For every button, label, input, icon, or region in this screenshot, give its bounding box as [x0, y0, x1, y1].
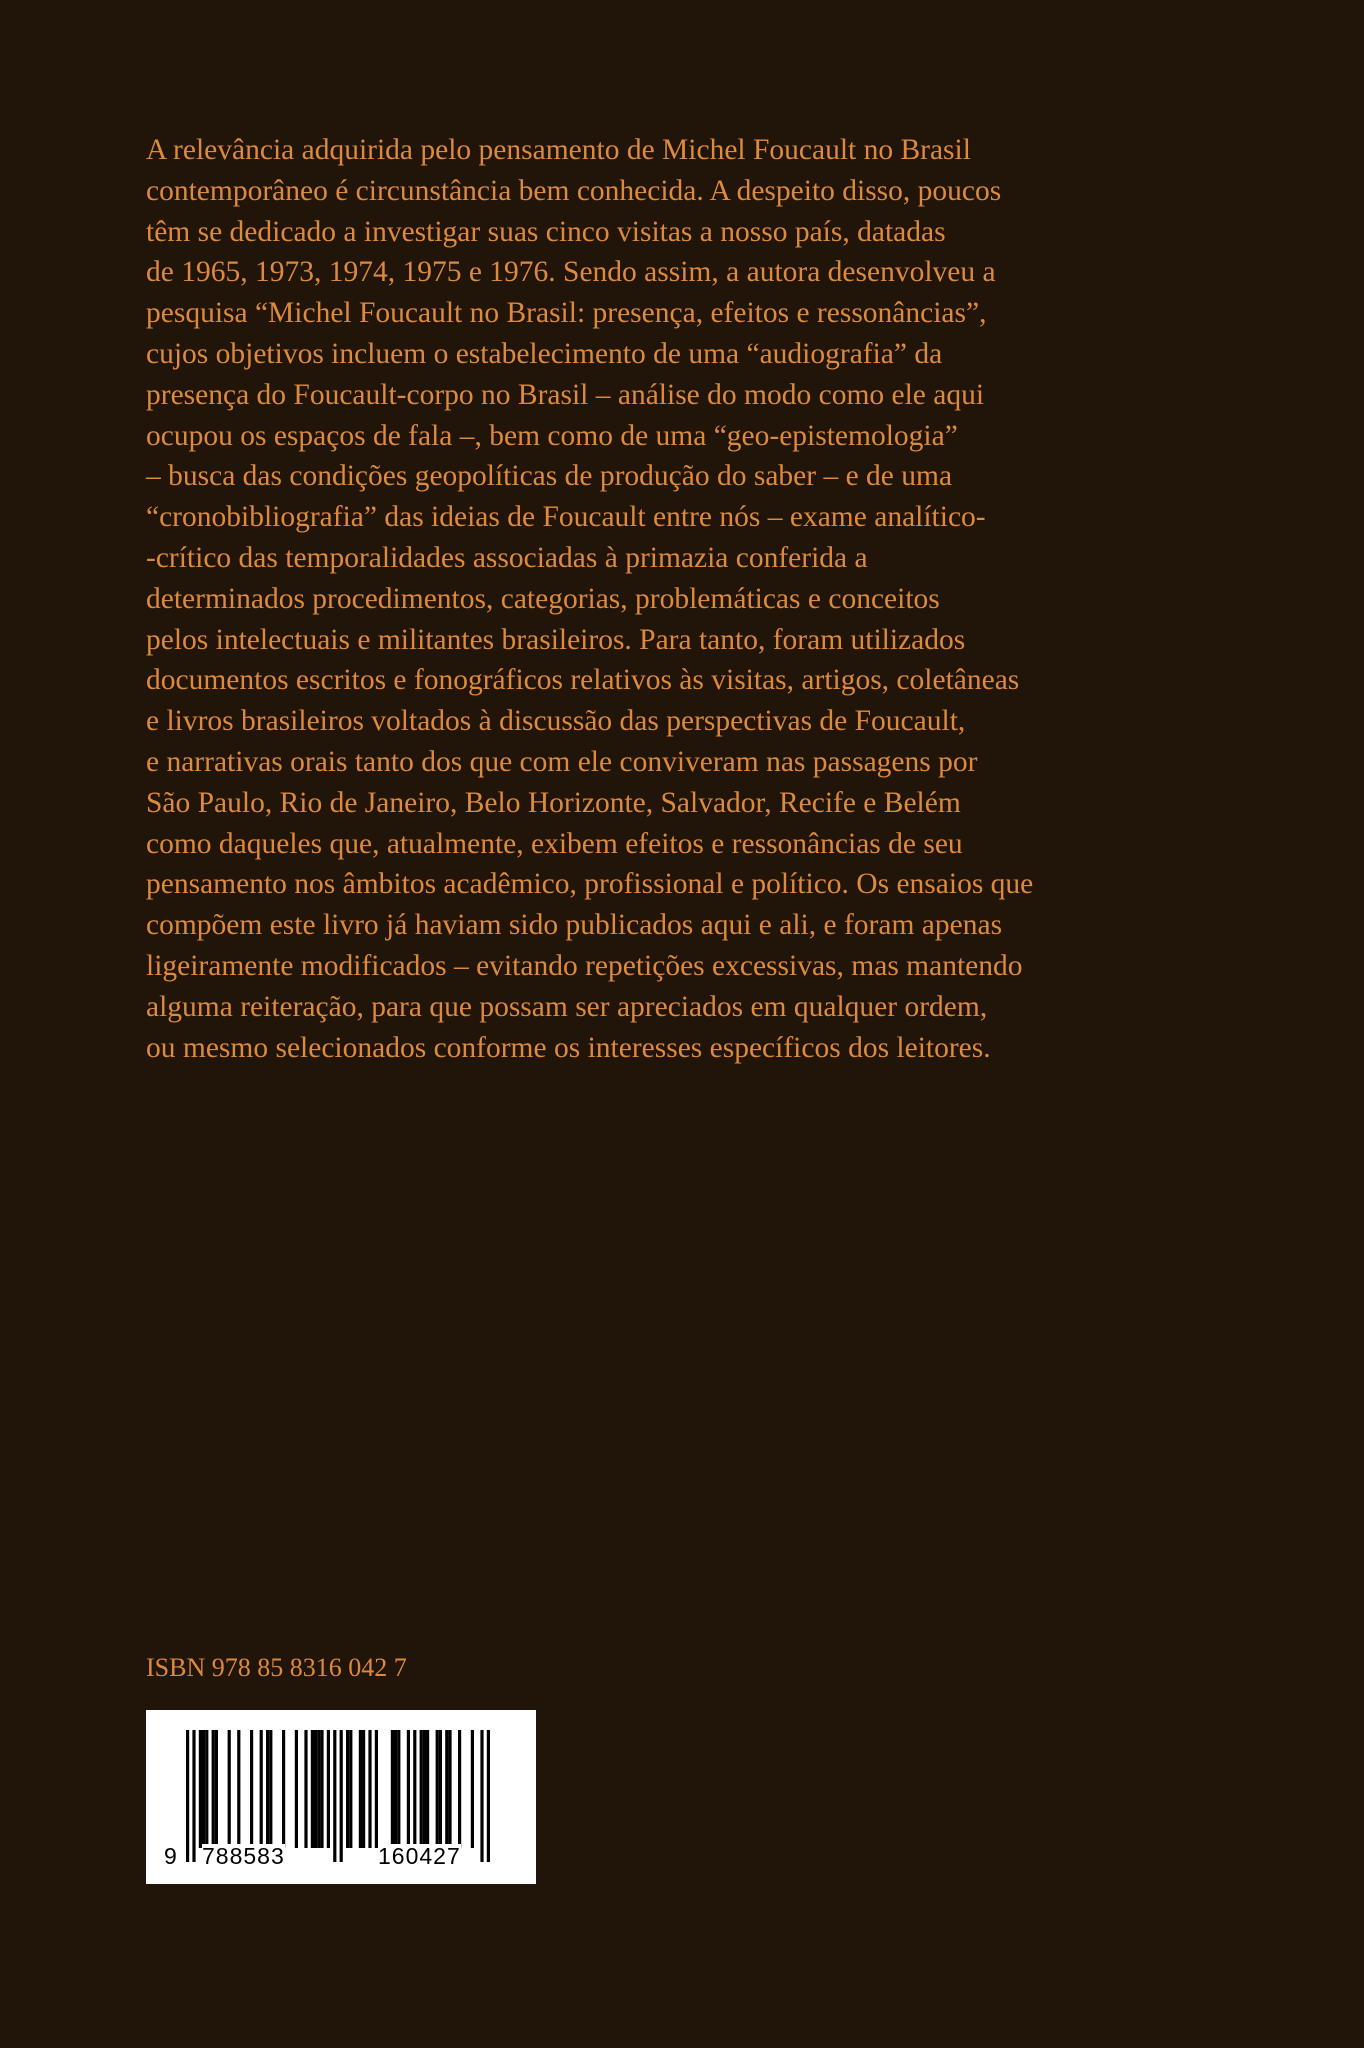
blurb-line: documentos escritos e fonográficos relativos às visitas, artigos, coletâneas [146, 664, 1020, 697]
blurb-line: pesquisa “Michel Foucault no Brasil: presença, efeitos e ressonâncias”, [146, 297, 987, 330]
barcode-bar [237, 1730, 240, 1848]
blurb-line: ocupou os espaços de fala –, bem como de uma “geo-epistemologia” [146, 419, 958, 452]
barcode-bar [260, 1730, 263, 1848]
isbn-label: ISBN 978 85 8316 042 7 [146, 1653, 407, 1682]
barcode-bar [266, 1730, 269, 1848]
barcode-bar [199, 1730, 202, 1848]
barcode-bar [394, 1730, 397, 1848]
blurb-line: e livros brasileiros voltados à discussão das perspectivas de Foucault, [146, 705, 966, 738]
blurb-line: “cronobibliografia” das ideias de Foucault entre nós – exame analítico- [146, 501, 986, 534]
barcode-bar [439, 1730, 442, 1848]
blurb-line: de 1965, 1973, 1974, 1975 e 1976. Sendo assim, a autora desenvolveu a [146, 256, 996, 289]
barcode [146, 1710, 536, 1884]
barcode-left-digits: 788583 [202, 1843, 285, 1869]
barcode-bar [487, 1730, 490, 1862]
barcode-bar [420, 1730, 423, 1848]
barcode-bar [327, 1730, 330, 1848]
barcode-bar [426, 1730, 429, 1848]
barcode-bar [349, 1730, 352, 1848]
barcode-bar [448, 1730, 451, 1848]
barcode-first-digit: 9 [164, 1843, 178, 1869]
barcode-bar [458, 1730, 461, 1848]
blurb-line: presença do Foucault-corpo no Brasil – análise do modo como ele aqui [146, 378, 985, 411]
barcode-bar [397, 1730, 400, 1848]
blurb-line: – busca das condições geopolíticas de produção do saber – e de uma [146, 460, 953, 493]
blurb-line: alguma reiteração, para que possam ser apreciados em qualquer ordem, [146, 990, 988, 1023]
blurb-line: como daqueles que, atualmente, exibem efeitos e ressonâncias de seu [146, 827, 963, 860]
barcode-bar [320, 1730, 323, 1848]
blurb-line: compõem este livro já haviam sido publicados aqui e ali, e foram apenas [146, 909, 1003, 942]
barcode-bar [250, 1730, 253, 1848]
barcode-bar [205, 1730, 208, 1848]
barcode-bar [340, 1730, 343, 1862]
barcode-bar [391, 1730, 394, 1848]
barcode-bar [317, 1730, 320, 1848]
barcode-bar [269, 1730, 272, 1848]
barcode-bar [215, 1730, 218, 1848]
blurb-line: têm se dedicado a investigar suas cinco visitas a nosso país, datadas [146, 215, 946, 248]
barcode-bar [480, 1730, 483, 1862]
barcode-bar [436, 1730, 439, 1848]
barcode-bar [423, 1730, 426, 1848]
blurb-line: determinados procedimentos, categorias, problemáticas e conceitos [146, 582, 940, 615]
barcode-bar [192, 1730, 195, 1862]
blurb-line: cujos objetivos incluem o estabelecimento de uma “audiografia” da [146, 337, 943, 370]
blurb-line: ligeiramente modificados – evitando repetições excessivas, mas mantendo [146, 949, 1023, 982]
barcode-bar [359, 1730, 362, 1848]
barcode-bar [295, 1730, 298, 1848]
barcode-bar [445, 1730, 448, 1848]
barcode-bar [368, 1730, 371, 1848]
blurb-line: ou mesmo selecionados conforme os interesses específicos dos leitores. [146, 1031, 991, 1064]
blurb-line: e narrativas orais tanto dos que com ele conviveram nas passagens por [146, 745, 978, 778]
barcode-bar [407, 1730, 410, 1848]
blurb-line: contemporâneo é circunstância bem conhecida. A despeito disso, poucos [146, 174, 1002, 207]
blurb-line: A relevância adquirida pelo pensamento de Michel Foucault no Brasil [146, 134, 971, 166]
barcode-bar [333, 1730, 336, 1862]
barcode-bar [311, 1730, 314, 1848]
barcode-bar [228, 1730, 231, 1848]
barcode-bar [212, 1730, 215, 1848]
blurb-line: pelos intelectuais e militantes brasileiros. Para tanto, foram utilizados [146, 623, 966, 656]
blurb-line: -crítico das temporalidades associadas à primazia conferida a [146, 541, 868, 574]
barcode-bar [282, 1730, 285, 1848]
barcode-bar [362, 1730, 365, 1848]
barcode-bar [304, 1730, 307, 1848]
barcode-bar [413, 1730, 416, 1848]
blurb-line: pensamento nos âmbitos acadêmico, profissional e político. Os ensaios que [146, 868, 1034, 901]
blurb-line: São Paulo, Rio de Janeiro, Belo Horizonte, Salvador, Recife e Belém [146, 786, 961, 819]
barcode-bar [314, 1730, 317, 1848]
barcode-right-digits: 160427 [378, 1843, 461, 1869]
barcode-bar [471, 1730, 474, 1848]
blurb-text [146, 130, 1226, 1068]
barcode-bar [346, 1730, 349, 1848]
barcode-bar [202, 1730, 205, 1848]
barcode-bar [375, 1730, 378, 1848]
barcode-bar [186, 1730, 189, 1862]
